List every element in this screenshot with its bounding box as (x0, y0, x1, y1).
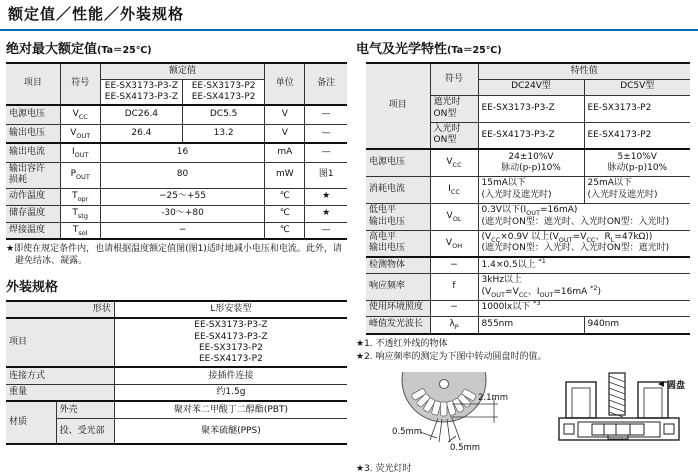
symbol-sub: sol (78, 228, 88, 237)
light-on-label (430, 122, 478, 149)
cell-symbol (430, 316, 478, 334)
table-row-storage-temp (6, 205, 347, 222)
spec-row-material-case (6, 401, 347, 418)
symbol-base: I (71, 147, 75, 158)
spec-row-models (6, 318, 347, 367)
cell-item: 输出电压 (6, 124, 60, 143)
symbol-sub: stg (77, 211, 88, 220)
cell-value: −25～+55 (100, 188, 264, 205)
spec-row-weight (6, 384, 347, 401)
weight-value: 约1.5g (114, 384, 347, 401)
electrical-footnote-3: ★3. 荧光灯时 (356, 463, 412, 474)
item-line1: 低电平 (369, 205, 397, 216)
cell-item: 电源电压 (6, 105, 60, 124)
header-dc24: DC24V型 (478, 79, 584, 95)
cell-item: 峰值发光波长 (366, 316, 430, 334)
header-remark: 备注 (305, 63, 347, 105)
cell-remark: — (305, 105, 347, 124)
item-line1: 高电平 (369, 232, 397, 242)
cell-value-dc5 (584, 149, 690, 176)
model-a2: EE-SX4173-P3-Z (104, 91, 178, 102)
cell-remark: — (305, 124, 347, 143)
spec-row-connection (6, 367, 347, 384)
slotted-disc-diagram (390, 372, 540, 458)
value-line1: 25mA以下 (587, 178, 632, 189)
table-row-supply-voltage (6, 105, 347, 124)
cell-value-2: DC5.5 (183, 105, 265, 124)
cell-value-dc5: 940nm (584, 316, 690, 334)
cell-item: 动作温度 (6, 188, 60, 205)
spec-table (6, 300, 347, 445)
symbol-base: V (72, 109, 79, 120)
cell-symbol (60, 124, 100, 143)
cell-value (478, 203, 690, 230)
connection-value: 接插件连接 (114, 367, 347, 384)
model-a1: EE-SX3173-P3-Z (104, 80, 178, 91)
cell-symbol (60, 222, 100, 239)
cell-value: 1.4×0.5以上 $^{*1}$ (478, 257, 690, 273)
material-label: 材质 (6, 401, 56, 444)
cell-symbol (60, 105, 100, 124)
cell-value: − (100, 222, 264, 239)
model-b2: EE-SX4173-P2 (191, 91, 256, 102)
cell-remark: ★ (305, 188, 347, 205)
cell-item: 储存温度 (6, 205, 60, 222)
item-line1: 输出容许 (9, 163, 46, 174)
cell-symbol (60, 162, 100, 188)
value-line1: 24±10%V (508, 151, 554, 162)
electrical-heading-text: 电气及光学特性 (356, 42, 448, 57)
symbol-sub: CC (450, 187, 460, 196)
item-line2: 损耗 (9, 175, 28, 185)
cell-value-dc5 (584, 176, 690, 203)
value-line2: (遮光时ON型：遮光时、入光时ON型：入光时) (481, 216, 670, 227)
cell-unit: ℃ (265, 188, 305, 205)
light-on-model-5: EE-SX4173-P2 (584, 122, 690, 149)
cell-item: 输出电流 (6, 143, 60, 162)
material-case-label: 外壳 (56, 401, 114, 418)
value-line1: ($V_{CC}\times 0.9V$ 以上($V_{OUT}=V_{CC}$、$R_L=47k\Omega$)) (481, 232, 653, 244)
cell-symbol (430, 230, 478, 257)
dark-on-model-5: EE-SX3173-P2 (584, 95, 690, 122)
symbol-sub: opr (77, 194, 89, 203)
label-line1: 入光时 (433, 124, 461, 134)
symbol-sub: OUT (74, 150, 89, 159)
cell-remark: — (305, 222, 347, 239)
electrical-table (366, 62, 690, 335)
material-case-value: 聚对苯二甲酸丁二醇酯(PBT) (114, 401, 347, 418)
table-row-supply-voltage (366, 149, 690, 176)
spec-models-cell (114, 318, 347, 367)
cell-item (366, 203, 430, 230)
cell-symbol (60, 188, 100, 205)
symbol-base: T (72, 190, 78, 201)
electrical-footnote-1: ★1. 不透红外线的物体 (356, 339, 448, 349)
item-line2: 输出电压 (369, 243, 406, 254)
ratings-footnote: ★即使在规定条件内，也请根据温度额定值图(图1)适时地减小电压和电流。此外，请避免结冰、凝露。 (6, 244, 342, 266)
value-line2: ($V_{OUT}=V_{CC}$、$I_{OUT}=16mA$ $^{*2}$) (481, 283, 602, 299)
abs-max-ratings-condition: (Ta＝25℃) (97, 45, 152, 56)
cell-value: 80 (100, 162, 264, 188)
symbol-sub: CC (452, 160, 462, 169)
header-symbol: 符号 (430, 63, 478, 95)
material-optics-label: 投、受光部 (56, 418, 114, 444)
label-line1: 遮光时 (433, 97, 461, 108)
cell-value-2: 13.2 (183, 124, 265, 143)
label-line2: ON型 (433, 135, 457, 146)
symbol-base: V (446, 210, 453, 221)
value-line2: (入光时及遮光时) (481, 189, 552, 200)
cell-item: 焊接温度 (6, 222, 60, 239)
value-line2: (遮光时ON型：入光时、入光时ON型：遮光时) (481, 243, 670, 254)
spec-row-shape (6, 301, 347, 318)
header-item: 项目 (366, 63, 430, 149)
header-symbol: 符号 (60, 63, 100, 105)
cell-value (478, 230, 690, 257)
cell-symbol: f (430, 273, 478, 300)
symbol-base: T (72, 224, 79, 235)
sensor-connector-detail (564, 422, 674, 439)
symbol-base: λ (449, 319, 455, 330)
value-line1: 3kHz以上 (481, 275, 522, 286)
measurement-diagrams (390, 372, 696, 458)
value-line2: 脉动(p-p)10% (501, 162, 561, 173)
disc-edge-hatched-bar (609, 373, 625, 417)
left-column (6, 38, 347, 445)
model-cell-a (100, 79, 182, 105)
material-optics-value: 聚苯硫醚(PPS) (114, 418, 347, 444)
table-row-operating-temp (6, 188, 347, 205)
cell-symbol (430, 176, 478, 203)
model-entry: EE-SX3173-P3-Z (194, 320, 268, 331)
table-row-output-voltage (6, 124, 347, 143)
cell-symbol (430, 149, 478, 176)
table-row-high-level-output (366, 230, 690, 257)
cell-value-1: 26.4 (100, 124, 182, 143)
table-row-sensing-object (366, 257, 690, 273)
cell-unit: V (265, 105, 305, 124)
electrical-heading-condition: (Ta＝25℃) (447, 45, 502, 56)
dark-on-model-24: EE-SX3173-P3-Z (478, 95, 584, 122)
cell-item: 消耗电流 (366, 176, 430, 203)
table-row-peak-wavelength (366, 316, 690, 334)
header-dc5: DC5V型 (584, 79, 690, 95)
model-entry: EE-SX4173-P3-Z (194, 331, 268, 342)
cell-item: 使用环境照度 (366, 300, 430, 316)
cell-unit: V (265, 124, 305, 143)
table-row-ambient-illumination (366, 300, 690, 316)
table-row-response-frequency (366, 273, 690, 300)
value-line1: 15mA以下 (481, 178, 526, 189)
cell-unit: mA (265, 143, 305, 162)
cell-item (6, 162, 60, 188)
page-title: 额定值／性能／外装规格 (0, 0, 698, 31)
symbol-sub: OUT (76, 173, 90, 182)
cell-item: 电源电压 (366, 149, 430, 176)
weight-label: 重量 (6, 384, 114, 401)
cell-value-dc24 (478, 149, 584, 176)
symbol-base: T (72, 207, 78, 218)
cell-remark: — (305, 143, 347, 162)
label-line2: ON型 (433, 108, 457, 119)
cell-value-dc24: 855nm (478, 316, 584, 334)
dark-on-label (430, 95, 478, 122)
cell-item (366, 230, 430, 257)
table-row-output-current (6, 143, 347, 162)
connection-label: 连接方式 (6, 367, 114, 384)
symbol-base: V (70, 127, 77, 138)
cell-symbol: − (430, 300, 478, 316)
cell-unit: ℃ (265, 222, 305, 239)
electrical-heading (356, 38, 696, 57)
value-line2: (入光时及遮光时) (587, 189, 658, 200)
cell-value-dc24 (478, 176, 584, 203)
cell-value-1: DC26.4 (100, 105, 182, 124)
electrical-footnote-2: ★2. 响应频率的测定为下图中转动圆盘时的值。 (356, 352, 547, 363)
cell-remark: ★ (305, 205, 347, 222)
header-item: 项目 (6, 63, 60, 105)
item-label: 项目 (6, 318, 114, 367)
model-entry: EE-SX3173-P2 (199, 342, 263, 353)
spec-heading: 外装规格 (6, 280, 59, 296)
header-rated-value: 额定值 (100, 63, 264, 79)
symbol-base: V (445, 237, 453, 248)
header-unit: 单位 (265, 63, 305, 105)
cell-item: 响应频率 (366, 273, 430, 300)
symbol-sub: OUT (76, 131, 91, 140)
symbol-base: I (448, 183, 451, 194)
value-line1: 0.3V以下$(I_{OUT}=16mA)$ (481, 205, 578, 218)
spec-row-material-optics (6, 418, 347, 444)
abs-max-ratings-table (6, 62, 347, 240)
cell-symbol (60, 143, 100, 162)
model-entry: EE-SX4173-P2 (199, 354, 263, 365)
symbol-sub: CC (78, 112, 88, 121)
cell-remark: 图1 (305, 162, 347, 188)
table-row-current-consumption (366, 176, 690, 203)
table-row-power-dissipation (6, 162, 347, 188)
dim-label-slot-gap: 0.5mm (450, 442, 481, 453)
disc-label: 圆盘 (667, 380, 686, 391)
item-line2: 输出电压 (369, 216, 406, 227)
cell-symbol (430, 203, 478, 230)
cell-symbol: − (430, 257, 478, 273)
cell-unit: ℃ (265, 205, 305, 222)
cell-value: 1000lx以下 $^{*3}$ (478, 300, 690, 316)
symbol-sub: P (454, 322, 459, 331)
header-char-value: 特性值 (478, 63, 690, 79)
value-line1: 5±10%V (617, 151, 657, 162)
cell-value: 16 (100, 143, 264, 162)
symbol-base: V (446, 157, 453, 168)
disc-center-hole (440, 379, 449, 388)
right-column (356, 38, 696, 475)
symbol-base: P (70, 169, 76, 180)
dim-label-radial: 2.1mm (478, 392, 509, 403)
table-row-low-level-output (366, 203, 690, 230)
dim-label-slot-width: 0.5mm (392, 426, 423, 437)
model-b1: EE-SX3173-P2 (191, 80, 256, 91)
abs-max-ratings-heading (6, 38, 347, 57)
symbol-sub: OL (452, 214, 462, 223)
cell-symbol (60, 205, 100, 222)
cell-item: 检测物体 (366, 257, 430, 273)
cell-value (478, 273, 690, 300)
light-on-model-24: EE-SX4173-P3-Z (478, 122, 584, 149)
model-cell-b (183, 79, 265, 105)
symbol-sub: OH (452, 241, 463, 250)
table-header-row (6, 63, 347, 79)
shape-label: 形状 (6, 301, 114, 318)
sensor-with-disc-diagram (554, 372, 694, 458)
cell-unit: mW (265, 162, 305, 188)
value-line2: 脉动(p-p)10% (607, 162, 668, 173)
table-header-row (366, 63, 690, 79)
cell-value: -30～+80 (100, 205, 264, 222)
abs-max-ratings-heading-text: 绝对最大额定值 (6, 42, 98, 57)
shape-value: L形安装型 (114, 301, 347, 318)
table-row-soldering-temp (6, 222, 347, 239)
